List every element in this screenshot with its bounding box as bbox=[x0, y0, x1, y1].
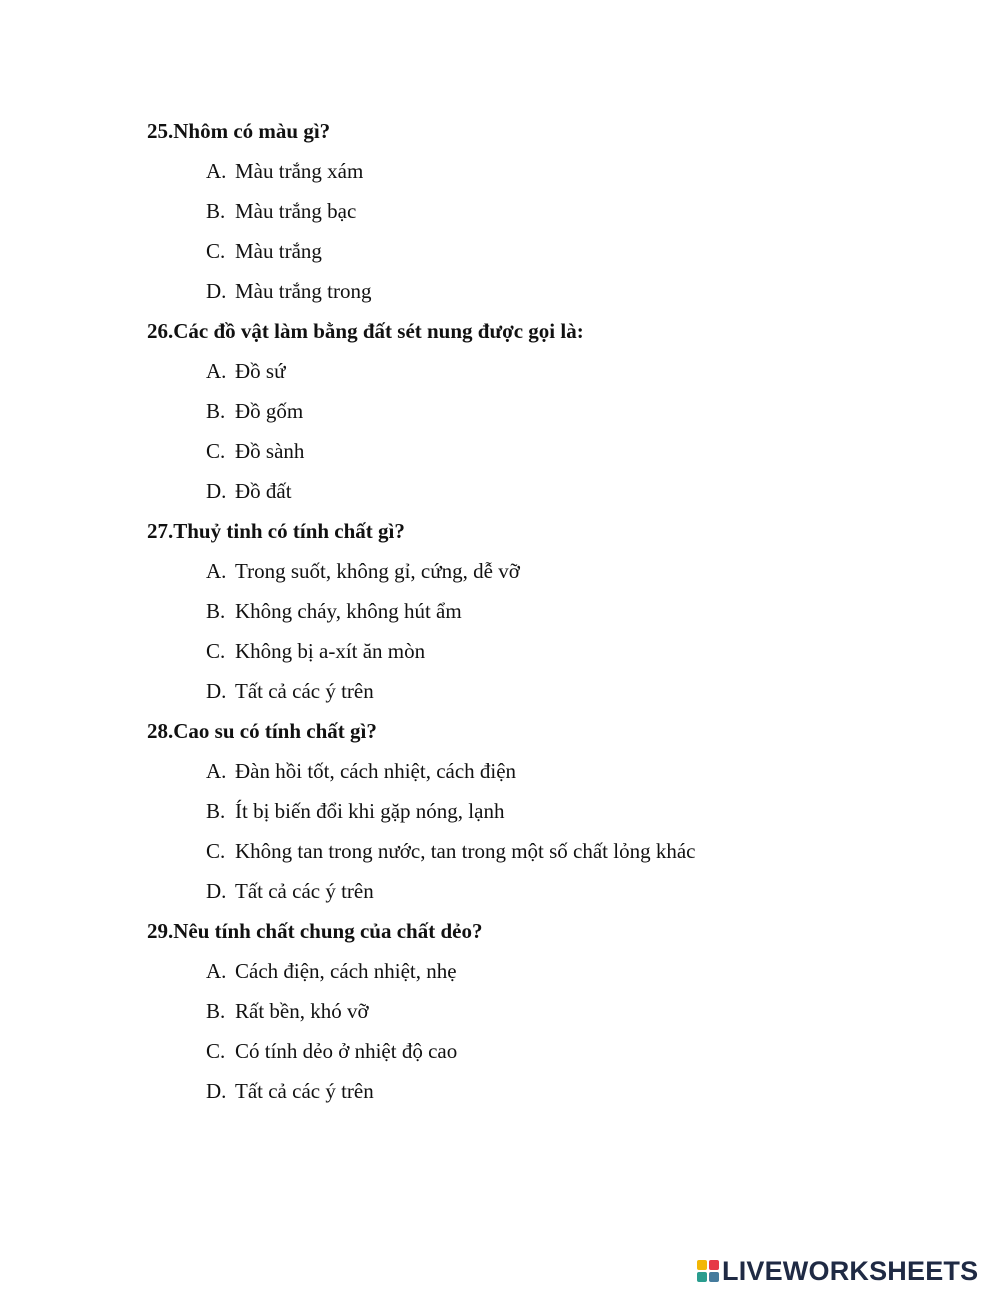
option-text: Màu trắng xám bbox=[235, 159, 364, 183]
question-title: 28.Cao su có tính chất gì? bbox=[147, 719, 377, 743]
option-letter: D. bbox=[206, 679, 227, 703]
option-letter: B. bbox=[206, 599, 226, 623]
option-letter: D. bbox=[206, 279, 227, 303]
question-title: 27.Thuỷ tinh có tính chất gì? bbox=[147, 519, 405, 543]
option-text: Màu trắng bbox=[235, 239, 322, 263]
answer-option[interactable] bbox=[206, 838, 695, 864]
answer-option[interactable] bbox=[206, 278, 371, 304]
option-letter: C. bbox=[206, 639, 226, 663]
answer-option[interactable] bbox=[206, 758, 516, 784]
question-title: 25.Nhôm có màu gì? bbox=[147, 119, 331, 143]
option-letter: A. bbox=[206, 959, 227, 983]
option-text: Tất cả các ý trên bbox=[235, 879, 374, 903]
question-title: 29.Nêu tính chất chung của chất dẻo? bbox=[147, 919, 483, 943]
option-letter: C. bbox=[206, 439, 226, 463]
answer-option[interactable] bbox=[206, 198, 356, 224]
option-text: Rất bền, khó vỡ bbox=[235, 999, 369, 1023]
option-letter: B. bbox=[206, 799, 226, 823]
answer-option[interactable] bbox=[206, 1078, 374, 1104]
option-text: Không bị a-xít ăn mòn bbox=[235, 639, 426, 663]
answer-option[interactable] bbox=[206, 1038, 457, 1064]
option-letter: A. bbox=[206, 159, 227, 183]
option-letter: D. bbox=[206, 1079, 227, 1103]
brand-name: LIVEWORKSHEETS bbox=[722, 1255, 979, 1286]
answer-option[interactable] bbox=[206, 438, 304, 464]
option-text: Tất cả các ý trên bbox=[235, 1079, 374, 1103]
answer-option[interactable] bbox=[206, 358, 285, 384]
option-text: Cách điện, cách nhiệt, nhẹ bbox=[235, 959, 457, 983]
option-letter: C. bbox=[206, 239, 226, 263]
option-text: Đồ đất bbox=[235, 479, 292, 503]
option-text: Đồ gốm bbox=[235, 399, 304, 423]
option-text: Không tan trong nước, tan trong một số chất lỏng khác bbox=[235, 839, 696, 863]
answer-option[interactable] bbox=[206, 678, 374, 704]
answer-option[interactable] bbox=[206, 878, 374, 904]
question-title: 26.Các đồ vật làm bằng đất sét nung được gọi là: bbox=[147, 319, 584, 343]
option-text: Đồ sành bbox=[235, 439, 305, 463]
option-text: Ít bị biến đổi khi gặp nóng, lạnh bbox=[235, 799, 505, 823]
option-letter: B. bbox=[206, 399, 226, 423]
liveworksheets-logo-icon bbox=[697, 1260, 719, 1282]
option-text: Đồ sứ bbox=[235, 359, 286, 383]
option-text: Tất cả các ý trên bbox=[235, 679, 374, 703]
option-text: Trong suốt, không gỉ, cứng, dễ vỡ bbox=[235, 559, 520, 583]
option-letter: A. bbox=[206, 759, 227, 783]
option-text: Có tính dẻo ở nhiệt độ cao bbox=[235, 1039, 458, 1063]
option-text: Màu trắng trong bbox=[235, 279, 372, 303]
option-text: Không cháy, không hút ẩm bbox=[235, 599, 462, 623]
answer-option[interactable] bbox=[206, 638, 425, 664]
answer-option[interactable] bbox=[206, 998, 369, 1024]
answer-option[interactable] bbox=[206, 478, 292, 504]
option-letter: C. bbox=[206, 1039, 226, 1063]
option-text: Đàn hồi tốt, cách nhiệt, cách điện bbox=[235, 759, 517, 783]
answer-option[interactable] bbox=[206, 238, 322, 264]
answer-option[interactable] bbox=[206, 158, 363, 184]
option-letter: C. bbox=[206, 839, 226, 863]
option-letter: D. bbox=[206, 479, 227, 503]
liveworksheets-branding bbox=[697, 1256, 978, 1286]
option-letter: A. bbox=[206, 559, 227, 583]
option-letter: D. bbox=[206, 879, 227, 903]
answer-option[interactable] bbox=[206, 598, 462, 624]
option-text: Màu trắng bạc bbox=[235, 199, 357, 223]
option-letter: B. bbox=[206, 199, 226, 223]
answer-option[interactable] bbox=[206, 798, 504, 824]
option-letter: B. bbox=[206, 999, 226, 1023]
option-letter: A. bbox=[206, 359, 227, 383]
answer-option[interactable] bbox=[206, 958, 457, 984]
answer-option[interactable] bbox=[206, 398, 303, 424]
answer-option[interactable] bbox=[206, 558, 520, 584]
